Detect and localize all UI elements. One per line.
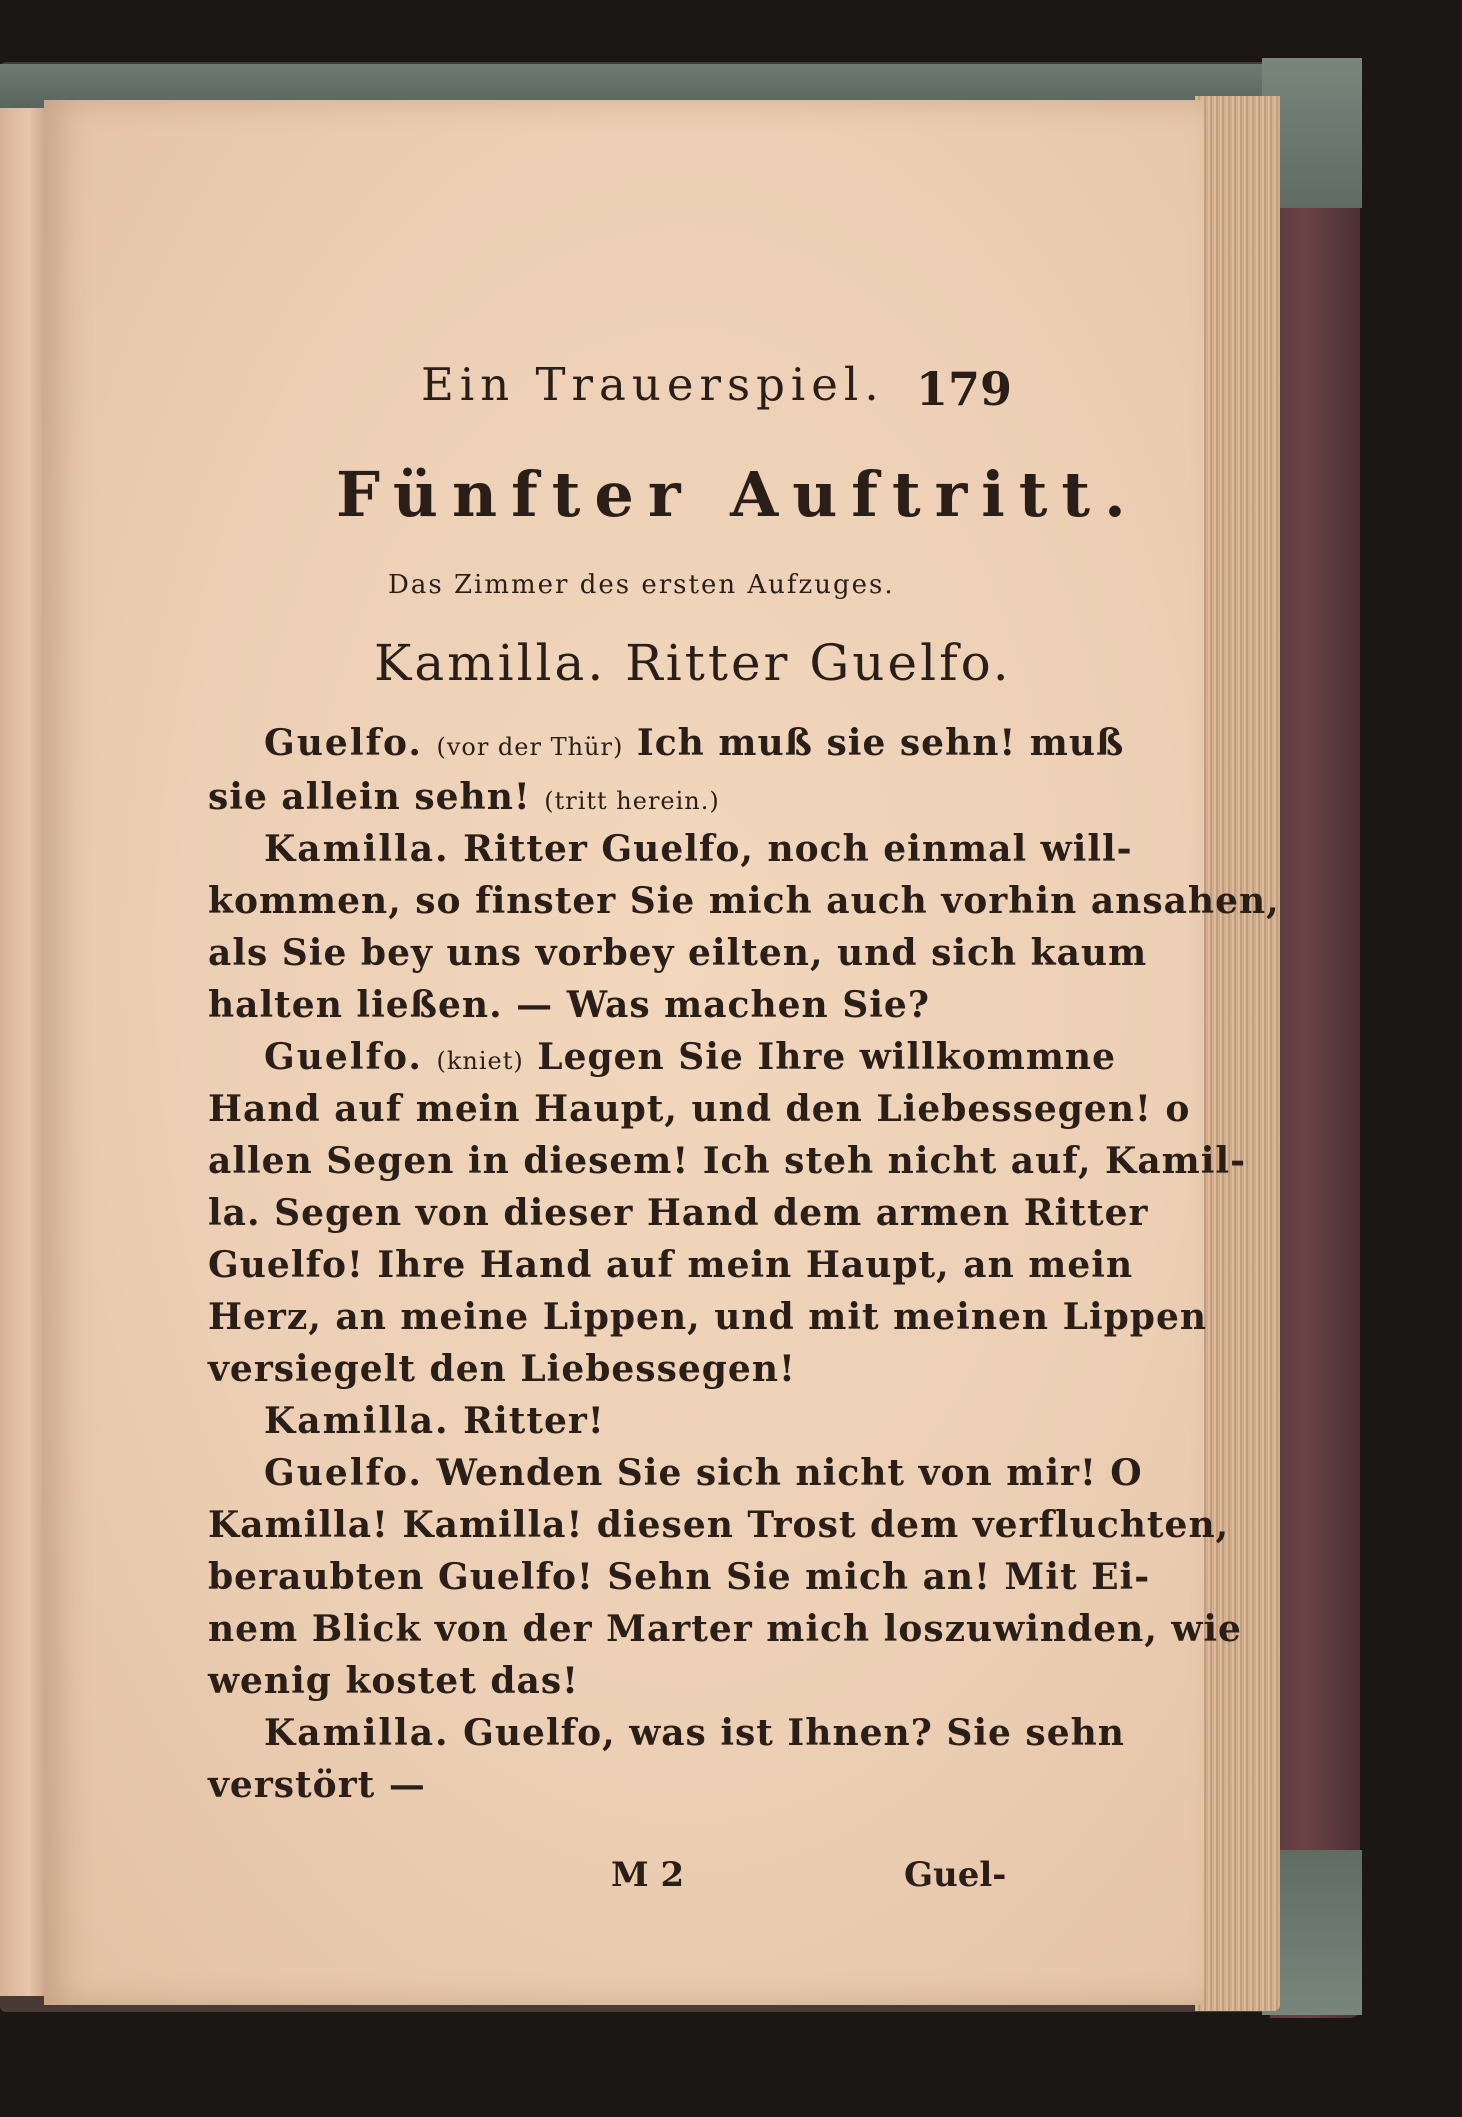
text-line: Herz, an meine Lippen, und mit meinen Lippen (208, 1296, 1208, 1338)
text-line (208, 776, 720, 818)
signature-mark: M 2 (611, 1855, 685, 1895)
page-block-edges (1195, 96, 1280, 2011)
speaker-name: Kamilla. (264, 1400, 450, 1442)
text-line: als Sie bey uns vorbey eilten, und sich kaum (208, 932, 1148, 974)
page-number: 179 (916, 362, 1013, 416)
line-text: Legen Sie Ihre willkommne (537, 1036, 1117, 1078)
text-line: versiegelt den Liebessegen! (208, 1348, 796, 1390)
scene-description: Das Zimmer des ersten Aufzuges. (388, 570, 895, 600)
text-line: Guelfo! Ihre Hand auf mein Haupt, an mein (208, 1244, 1134, 1286)
left-page-edge (0, 108, 48, 1996)
text-line: Kamilla! Kamilla! diesen Trost dem verfluchten, (208, 1504, 1230, 1546)
text-line (264, 1400, 605, 1442)
text-line (264, 828, 1133, 870)
book-spine (1270, 58, 1360, 2018)
text-line: verstört — (208, 1764, 426, 1806)
book-page (44, 100, 1280, 2005)
text-line (264, 722, 1124, 764)
text-line: nem Blick von der Marter mich loszuwinden, wie (208, 1608, 1242, 1650)
stage-direction: (kniet) (436, 1047, 524, 1075)
text-line: halten ließen. — Was machen Sie? (208, 984, 930, 1026)
line-text: Ritter Guelfo, noch einmal will- (463, 828, 1133, 870)
speaker-name: Kamilla. (264, 1712, 450, 1754)
speaker-name: Guelfo. (264, 1452, 423, 1494)
line-text: Guelfo, was ist Ihnen? Sie sehn (463, 1712, 1125, 1754)
text-line: wenig kostet das! (208, 1660, 579, 1702)
running-header: Ein Trauerspiel. (421, 358, 885, 411)
speaker-name: Guelfo. (264, 1036, 423, 1078)
scene-characters: Kamilla. Ritter Guelfo. (374, 634, 1012, 692)
stage-direction: (vor der Thür) (436, 733, 624, 761)
text-line (264, 1452, 1143, 1494)
text-line (264, 1036, 1116, 1078)
text-line: Hand auf mein Haupt, und den Liebessegen! o (208, 1088, 1191, 1130)
speaker-name: Guelfo. (264, 722, 423, 764)
line-text: Wenden Sie sich nicht von mir! O (436, 1452, 1143, 1494)
text-line: beraubten Guelfo! Sehn Sie mich an! Mit Ei- (208, 1556, 1151, 1598)
line-text: sie allein sehn! (208, 776, 531, 818)
catchword: Guel- (904, 1855, 1007, 1895)
speaker-name: Kamilla. (264, 828, 450, 870)
stage-direction: (tritt herein.) (544, 787, 720, 815)
text-line (264, 1712, 1125, 1754)
text-line: kommen, so finster Sie mich auch vorhin ansahen, (208, 880, 1280, 922)
line-text: Ritter! (463, 1400, 605, 1442)
scene-title: Fünfter Auftritt. (336, 458, 1140, 531)
text-line: allen Segen in diesem! Ich steh nicht auf, Kamil- (208, 1140, 1247, 1182)
text-line: la. Segen von dieser Hand dem armen Ritter (208, 1192, 1149, 1234)
line-text: Ich muß sie sehn! muß (636, 722, 1125, 764)
